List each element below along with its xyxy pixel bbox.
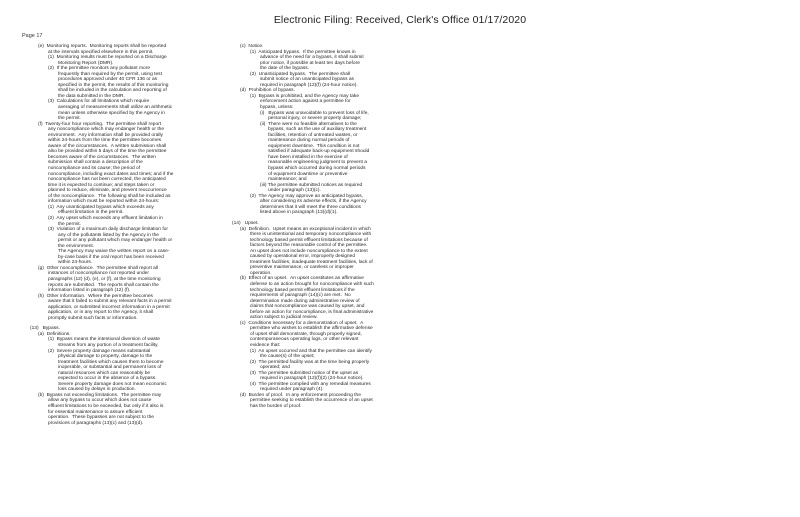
text-line: required in paragraph (12)(f)(2) (24-hour notice).	[260, 376, 364, 382]
text-line: operation.	[250, 270, 272, 276]
text-line: (1) Any unanticipated bypass which exceeds any	[48, 204, 154, 210]
text-line: claims that noncompliance was caused by upset, and	[250, 304, 365, 310]
text-line: permittee seeking to establish the occurrence of an upset	[250, 398, 373, 404]
text-line: (1) An upset occurred and that the permittee can identify	[250, 348, 372, 354]
text-line: instances of noncompliance not reported under	[48, 271, 149, 277]
text-line: the environment.	[58, 243, 95, 249]
text-line: within 24-hours from the time the permittee becomes	[48, 138, 162, 144]
text-line: (13) Bypass.	[30, 326, 60, 332]
text-line: loss caused by delays in production.	[58, 387, 136, 393]
text-line: streams from any portion of a treatment facility.	[58, 342, 159, 348]
text-line: mean unless otherwise specified by the Agency in	[58, 110, 165, 116]
text-line: (iii) The permittee submitted notices as required	[260, 182, 363, 188]
text-line: have been installed in the exercise of	[260, 154, 348, 160]
text-line: the date of the bypass.	[260, 66, 310, 72]
text-line: becomes aware of the circumstances. The written	[48, 154, 156, 160]
text-line: of the noncompliance. The following shall be included as	[48, 193, 171, 199]
text-line: under paragraph (13)(c).	[260, 188, 321, 194]
text-line: advance of the need for a bypass, it shall submit	[260, 55, 364, 61]
text-line: information which must be reported within 24-hours:	[48, 199, 160, 205]
text-line: aware that it failed to submit any relevant facts in a permit	[48, 299, 172, 305]
text-line: inoperable, or substantial and permanent loss of	[58, 365, 162, 371]
text-line: reasonable engineering judgment to prevent a	[260, 160, 367, 166]
text-line: operation. These bypasses are not subject to the	[48, 415, 155, 421]
text-line: shall be included in the calculation and reporting of	[58, 88, 167, 94]
text-line: paragraphs (12) (d), (e), or (f), at the time monitoring	[48, 276, 161, 282]
text-line: noncompliance, including exact dates and times; and if the	[48, 171, 174, 177]
text-line: application, or submitted incorrect information in a permit	[48, 304, 170, 310]
text-line: specified in the permit, the results of this monitoring	[58, 82, 169, 88]
text-line: promptly submit such facts or information.	[48, 315, 138, 321]
text-line: (ii) There were no feasible alternatives to the	[260, 121, 357, 127]
text-line: (2) Unanticipated bypass. The permittee shall	[250, 71, 351, 77]
text-line: (3) Violation of a maximum daily discharge limitation for	[48, 227, 168, 233]
text-line: (3) Calculations for all limitations which require	[48, 99, 150, 105]
text-line: (1) Anticipated bypass. If the permittee knows in	[250, 49, 356, 55]
text-line: (2) Any upset which exceeds any effluent limitation in	[48, 215, 163, 221]
right-column	[232, 44, 447, 410]
text-line: effluent limitations to be exceeded, but only if it also is	[48, 404, 164, 409]
text-line: (4) The permittee complied with any remedial measures	[250, 381, 371, 387]
text-line: noncompliance and its cause; the period of	[48, 166, 141, 172]
text-line: (2) If the permittee monitors any pollutant more	[48, 66, 151, 72]
text-line: of equipment downtime or preventive	[260, 171, 348, 177]
text-line: (c) Conditions necessary for a demonstration of upset. A	[240, 320, 364, 326]
text-line: preventive maintenance, or careless or improper	[250, 265, 354, 271]
text-line: natural resources which can reasonably be	[58, 370, 151, 376]
text-line: planned to reduce, eliminate, and prevent reoccurrence	[48, 188, 167, 194]
text-line: (h) Other information. Where the permittee becomes	[38, 293, 153, 299]
text-line: information listed in paragraph (12) (f).	[48, 288, 131, 294]
text-line: requirements of paragraph (14)(c) are met. No	[250, 293, 351, 299]
text-line: required in paragraph (12)(f) (24-hour notice).	[260, 82, 358, 88]
text-line: averaging of measurements shall utilize an arithmetic	[58, 105, 173, 111]
text-line: (d) Prohibition of bypass.	[240, 88, 295, 94]
text-line: satisfied if adequate back-up equipment should	[260, 149, 370, 155]
text-line: noncompliance has not been corrected, the anticipated	[48, 177, 166, 183]
text-line: The Agency may waive the written report on a case-	[58, 249, 170, 255]
text-line: also be provided within 5 days of the time the permittee	[48, 149, 167, 155]
text-line: procedures approved under 40 CFR 136 or as	[58, 77, 158, 83]
text-line: Monitoring Report (DMR).	[58, 60, 114, 66]
text-line: required under paragraph (4).	[260, 387, 324, 393]
text-line: (2) Severe property damage means substantial	[48, 348, 151, 354]
page-number: Page 17	[22, 33, 43, 39]
text-line: evidence that:	[250, 342, 281, 348]
text-line: the permit.	[58, 116, 81, 122]
text-line: facilities, retention of untreated wastes, or	[260, 132, 358, 138]
text-line: application, or in any report to the Agency, it shall	[48, 310, 154, 316]
text-line: technology based permit effluent limitations because of	[250, 237, 368, 243]
text-line: bypass which occurred during normal periods	[260, 166, 366, 172]
text-line: (1) Monitoring results must be reported on a Discharge	[48, 55, 167, 61]
text-line: within 24-hours.	[58, 260, 93, 266]
text-line: listed above in paragraph (13)(d)(1).	[260, 210, 338, 216]
text-line: (2) The permitted facility was at the time being properly	[250, 359, 370, 365]
text-line: (f) Twenty-four hour reporting. The permittee shall report	[38, 121, 162, 127]
text-line: at the intervals specified elsewhere in this permit.	[48, 49, 154, 55]
text-line: Severe property damage does not mean economic	[58, 381, 167, 387]
left-column	[30, 44, 225, 426]
text-line: there is unintentional and temporary noncompliance with	[250, 232, 372, 238]
text-line: (i) Bypass was unavoidable to prevent loss of life,	[260, 110, 369, 116]
text-line: action subject to judicial review.	[250, 315, 318, 321]
text-line: treatment facilities which causes them to become	[58, 359, 164, 365]
text-line: determines that it will meet the three conditions	[260, 204, 361, 210]
text-line: factors beyond the reasonable control of the permittee.	[250, 243, 368, 249]
text-line: the permit.	[58, 221, 81, 227]
text-line: time it is expected to continue; and steps taken or	[48, 182, 155, 188]
text-line: frequently than required by the permit, using test	[58, 71, 162, 77]
text-line: the data submitted in the DMR.	[58, 93, 125, 99]
text-line: bypass, such as the use of auxiliary treatment	[260, 127, 367, 133]
text-line: (c) Notice.	[240, 44, 264, 49]
text-line: equipment downtime. This condition is not	[260, 143, 360, 149]
text-line: (1) Bypass means the intentional diversion of waste	[48, 337, 161, 343]
text-line: effluent limitation in the permit.	[58, 210, 124, 216]
text-line: (b) Bypass not exceeding limitations. The permittee may	[38, 392, 162, 398]
text-line: allow any bypass to occur which does not cause	[48, 398, 152, 404]
text-line: environment. Any information shall be provided orally	[48, 132, 163, 138]
text-line: (g) Other noncompliance. The permittee shall report all	[38, 265, 158, 271]
text-line: expected to occur in the absence of a bypass.	[58, 376, 157, 382]
text-line: An upset does not include noncompliance to the extent	[250, 248, 368, 254]
text-line: (14) Upset.	[232, 220, 259, 226]
text-line: of upset shall demonstrate, through properly signed,	[250, 331, 362, 337]
text-line: submission shall contain a description of the	[48, 160, 143, 166]
text-line: (a) Definition. Upset means an exceptional incident in which	[240, 226, 371, 232]
text-line: (2) The Agency may approve an anticipated bypass,	[250, 193, 363, 199]
text-line: personal injury, or severe property damage;	[260, 116, 362, 122]
text-line: prior notice, if possible at least ten days before	[260, 60, 360, 66]
text-line: (b) Effect of an upset. An upset constitutes an affirmative	[240, 276, 364, 282]
text-line: maintenance; and	[260, 177, 307, 183]
text-line: after considering its adverse effects, if the Agency	[260, 199, 367, 205]
text-line: determination made during administrative review of	[250, 298, 360, 304]
text-line: for essential maintenance to assure efficient	[48, 409, 143, 415]
text-line: defense to an action brought for noncompliance with such	[250, 281, 374, 287]
text-line: reports are submitted. The reports shall contain the	[48, 282, 159, 288]
text-line: (d) Burden of proof. In any enforcement proceeding the	[240, 392, 361, 398]
text-line: any noncompliance which may endanger health or the	[48, 127, 165, 133]
text-line: permit or any pollutant which may endanger health or	[58, 238, 173, 244]
text-line: caused by operational error, improperly designed	[250, 254, 356, 260]
text-line: by-case basis if the oral report has been received	[58, 254, 164, 260]
text-line: before an action for noncompliance, is final administrative	[250, 309, 374, 315]
text-line: has the burden of proof.	[250, 404, 302, 409]
text-line: (e) Monitoring reports. Monitoring reports shall be reported	[38, 44, 167, 49]
text-line: any of the pollutants listed by the Agency in the	[58, 232, 159, 238]
text-line: operated; and	[260, 365, 290, 371]
text-line: physical damage to property, damage to the	[58, 354, 153, 360]
text-line: (a) Definitions.	[38, 331, 71, 337]
document-header: Electronic Filing: Received, Clerk's Office 01/17/2020	[273, 14, 527, 26]
text-line: bypass, unless:	[260, 105, 294, 111]
text-line: enforcement action against a permittee for	[260, 99, 351, 105]
text-line: treatment facilities, inadequate treatment facilities, lack of	[250, 259, 373, 265]
text-line: submit notice of an unanticipated bypass as	[260, 77, 354, 83]
text-line: aware of the circumstances. A written submission shall	[48, 143, 167, 149]
text-line: (1) Bypass is prohibited, and the Agency may take	[250, 93, 360, 99]
text-line: permittee who wishes to establish the affirmative defense	[250, 326, 373, 332]
text-line: the cause(s) of the upset;	[260, 354, 315, 360]
text-line: technology based permit effluent limitations if the	[250, 287, 355, 293]
text-line: maintenance during normal periods of	[260, 138, 350, 144]
text-line: (3) The permittee submitted notice of the upset as	[250, 370, 359, 376]
text-line: provisions of paragraphs (13)(c) and (13)(d).	[48, 420, 144, 426]
text-line: contemporaneous operating logs, or other relevant	[250, 337, 359, 343]
